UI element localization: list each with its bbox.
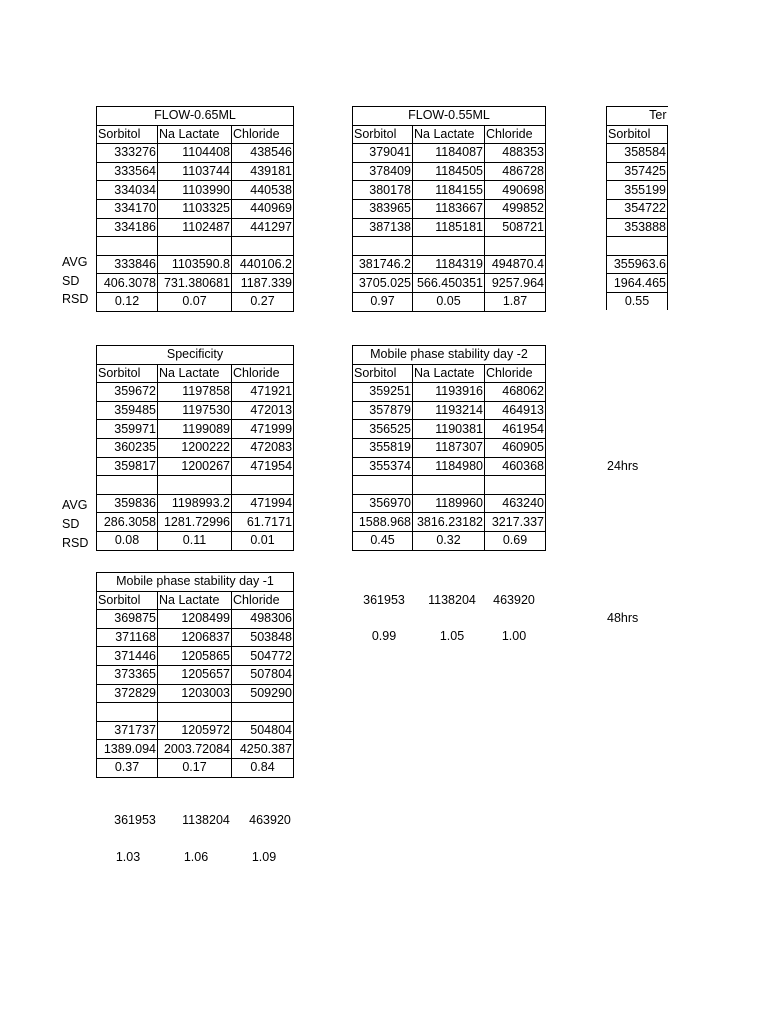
column-header: Chloride: [485, 364, 546, 383]
cell: 1206837: [158, 628, 232, 647]
cell: 1200222: [158, 438, 232, 457]
cell: 333846: [97, 255, 158, 274]
column-header: Na Lactate: [158, 364, 232, 383]
table-row: [353, 383, 546, 402]
cell: 1198993.2: [158, 494, 232, 513]
cell: 2003.72084: [158, 740, 232, 759]
cell: 488353: [485, 144, 546, 163]
sd-row: [97, 513, 294, 532]
table-row: [97, 420, 294, 439]
cell: 499852: [485, 199, 546, 218]
table-title: Ter: [607, 107, 668, 126]
table-title: FLOW-0.55ML: [353, 107, 546, 126]
cell: 494870.4: [485, 255, 546, 274]
cell: 1203003: [158, 684, 232, 703]
cell: 1199089: [158, 420, 232, 439]
avg-label: AVG: [62, 498, 88, 512]
cell: 461954: [485, 420, 546, 439]
cell: 439181: [232, 162, 294, 181]
column-header: Chloride: [485, 125, 546, 144]
cell: 371446: [97, 647, 158, 666]
table-row: [353, 420, 546, 439]
table-row: [607, 199, 668, 218]
table-title: Mobile phase stability day -1: [97, 573, 294, 592]
ratio-value: 1.03: [115, 850, 141, 864]
cell: 0.17: [158, 758, 232, 777]
flow-065-table: [96, 106, 294, 312]
rsd-row: [97, 758, 294, 777]
cell: 0.05: [413, 292, 485, 311]
table-row: [353, 457, 546, 476]
cell: 383965: [353, 199, 413, 218]
day2-table: [352, 345, 546, 551]
table-row: [97, 647, 294, 666]
cell: 0.97: [353, 292, 413, 311]
cell: 360235: [97, 438, 158, 457]
cell: 1281.72996: [158, 513, 232, 532]
cell: 472083: [232, 438, 294, 457]
cell: 356970: [353, 494, 413, 513]
column-header: Chloride: [232, 364, 294, 383]
rsd-label: RSD: [62, 536, 89, 550]
sd-row: [97, 740, 294, 759]
table-row: [97, 144, 294, 163]
cell: 387138: [353, 218, 413, 237]
cell: 468062: [485, 383, 546, 402]
cell: 359485: [97, 401, 158, 420]
cell: 3816.23182: [413, 513, 485, 532]
cell: 356525: [353, 420, 413, 439]
sd-row: [607, 274, 668, 293]
day1-table: [96, 572, 294, 778]
table-row: [97, 181, 294, 200]
cell: 0.08: [97, 531, 158, 550]
table-row: [97, 684, 294, 703]
avg-row: [607, 255, 668, 274]
cell: 1104408: [158, 144, 232, 163]
cell: 359971: [97, 420, 158, 439]
cell: 464913: [485, 401, 546, 420]
cell: 498306: [232, 610, 294, 629]
rsd-label: RSD: [62, 292, 89, 306]
column-header: Sorbitol: [97, 364, 158, 383]
table-row: [607, 181, 668, 200]
sd-label: SD: [62, 517, 80, 531]
rsd-row: [97, 292, 294, 311]
table-row: [353, 438, 546, 457]
cell: 503848: [232, 628, 294, 647]
cell: 1197858: [158, 383, 232, 402]
cell: 1193214: [413, 401, 485, 420]
avg-row: [353, 494, 546, 513]
cell: 1190381: [413, 420, 485, 439]
cell: 441297: [232, 218, 294, 237]
cell: 379041: [353, 144, 413, 163]
ratio-value: 1.06: [183, 850, 209, 864]
cell: 1964.465: [607, 274, 668, 293]
table-row: [97, 199, 294, 218]
cell: 1205972: [158, 721, 232, 740]
cell: 460905: [485, 438, 546, 457]
cell: 371168: [97, 628, 158, 647]
label-24hrs: 24hrs: [607, 459, 639, 473]
cell: 1184319: [413, 255, 485, 274]
table-row: [607, 144, 668, 163]
table-row: [353, 144, 546, 163]
cell: 357425: [607, 162, 668, 181]
cell: 504804: [232, 721, 294, 740]
cell: 0.45: [353, 531, 413, 550]
cell: 438546: [232, 144, 294, 163]
reference-value: 361953: [363, 593, 405, 607]
cell: 1205865: [158, 647, 232, 666]
table-row: [97, 218, 294, 237]
table-title: Specificity: [97, 346, 294, 365]
cell: 440969: [232, 199, 294, 218]
column-header: Chloride: [232, 125, 294, 144]
cell: 0.12: [97, 292, 158, 311]
cell: 334170: [97, 199, 158, 218]
cell: 406.3078: [97, 274, 158, 293]
cell: 1208499: [158, 610, 232, 629]
empty-row: [607, 237, 668, 256]
cell: 3705.025: [353, 274, 413, 293]
column-header: Na Lactate: [413, 364, 485, 383]
cell: 359251: [353, 383, 413, 402]
table-row: [97, 401, 294, 420]
specificity-table: [96, 345, 294, 551]
empty-row: [97, 476, 294, 495]
column-header: Chloride: [232, 591, 294, 610]
cell: 1205657: [158, 665, 232, 684]
table-row: [97, 628, 294, 647]
cell: 1103325: [158, 199, 232, 218]
sd-label: SD: [62, 274, 80, 288]
cell: 373365: [97, 665, 158, 684]
cell: 61.7171: [232, 513, 294, 532]
cell: 359672: [97, 383, 158, 402]
cell: 380178: [353, 181, 413, 200]
cell: 354722: [607, 199, 668, 218]
cell: 353888: [607, 218, 668, 237]
reference-value: 463920: [249, 813, 291, 827]
cell: 1187.339: [232, 274, 294, 293]
table-row: [353, 401, 546, 420]
cell: 460368: [485, 457, 546, 476]
table-row: [97, 162, 294, 181]
cell: 1184087: [413, 144, 485, 163]
cell: 471999: [232, 420, 294, 439]
cell: 286.3058: [97, 513, 158, 532]
cell: 504772: [232, 647, 294, 666]
cell: 369875: [97, 610, 158, 629]
cell: 566.450351: [413, 274, 485, 293]
flow-055-table: [352, 106, 546, 312]
table-title: Mobile phase stability day -2: [353, 346, 546, 365]
table-row: [353, 162, 546, 181]
cell: 1103744: [158, 162, 232, 181]
reference-value: 463920: [493, 593, 535, 607]
temp-table: [606, 106, 668, 310]
empty-row: [353, 237, 546, 256]
table-row: [353, 181, 546, 200]
ratio-value: 1.09: [251, 850, 277, 864]
cell: 355199: [607, 181, 668, 200]
cell: 3217.337: [485, 513, 546, 532]
table-row: [97, 665, 294, 684]
cell: 0.27: [232, 292, 294, 311]
cell: 359817: [97, 457, 158, 476]
cell: 440106.2: [232, 255, 294, 274]
table-row: [97, 457, 294, 476]
rsd-row: [97, 531, 294, 550]
sd-row: [353, 513, 546, 532]
cell: 355374: [353, 457, 413, 476]
rsd-row: [353, 531, 546, 550]
cell: 333276: [97, 144, 158, 163]
cell: 358584: [607, 144, 668, 163]
cell: 471994: [232, 494, 294, 513]
cell: 0.11: [158, 531, 232, 550]
cell: 1184505: [413, 162, 485, 181]
cell: 1103590.8: [158, 255, 232, 274]
cell: 1197530: [158, 401, 232, 420]
cell: 1184980: [413, 457, 485, 476]
table-row: [353, 218, 546, 237]
cell: 507804: [232, 665, 294, 684]
cell: 1588.968: [353, 513, 413, 532]
cell: 486728: [485, 162, 546, 181]
cell: 463240: [485, 494, 546, 513]
table-row: [607, 162, 668, 181]
empty-row: [97, 703, 294, 722]
empty-row: [97, 237, 294, 256]
table-title: FLOW-0.65ML: [97, 107, 294, 126]
cell: 355963.6: [607, 255, 668, 274]
cell: 372829: [97, 684, 158, 703]
cell: 4250.387: [232, 740, 294, 759]
cell: 333564: [97, 162, 158, 181]
table-row: [97, 383, 294, 402]
column-header: Na Lactate: [413, 125, 485, 144]
cell: 1185181: [413, 218, 485, 237]
avg-row: [353, 255, 546, 274]
temp-table-clip: [606, 106, 668, 310]
cell: 1183667: [413, 199, 485, 218]
cell: 334034: [97, 181, 158, 200]
ratio-value: 0.99: [371, 629, 397, 643]
sd-row: [97, 274, 294, 293]
table-row: [607, 218, 668, 237]
sd-row: [353, 274, 546, 293]
cell: 381746.2: [353, 255, 413, 274]
cell: 1103990: [158, 181, 232, 200]
column-header: Sorbitol: [97, 125, 158, 144]
column-header: Sorbitol: [353, 364, 413, 383]
cell: 490698: [485, 181, 546, 200]
label-48hrs: 48hrs: [607, 611, 639, 625]
cell: 471954: [232, 457, 294, 476]
cell: 357879: [353, 401, 413, 420]
avg-row: [97, 494, 294, 513]
table-row: [97, 438, 294, 457]
cell: 0.01: [232, 531, 294, 550]
cell: 509290: [232, 684, 294, 703]
ratio-value: 1.00: [501, 629, 527, 643]
cell: 1184155: [413, 181, 485, 200]
cell: 334186: [97, 218, 158, 237]
table-row: [353, 199, 546, 218]
avg-row: [97, 721, 294, 740]
cell: 1193916: [413, 383, 485, 402]
cell: 0.84: [232, 758, 294, 777]
cell: 0.37: [97, 758, 158, 777]
empty-row: [353, 476, 546, 495]
cell: 0.69: [485, 531, 546, 550]
column-header: Sorbitol: [353, 125, 413, 144]
cell: 9257.964: [485, 274, 546, 293]
cell: 0.55: [607, 292, 668, 310]
cell: 508721: [485, 218, 546, 237]
reference-value: 1138204: [182, 813, 230, 827]
table-row: [97, 610, 294, 629]
column-header: Sorbitol: [607, 125, 668, 144]
avg-label: AVG: [62, 255, 88, 269]
cell: 471921: [232, 383, 294, 402]
column-header: Na Lactate: [158, 125, 232, 144]
cell: 1200267: [158, 457, 232, 476]
reference-value: 361953: [114, 813, 156, 827]
rsd-row: [607, 292, 668, 310]
ratio-value: 1.05: [439, 629, 465, 643]
cell: 0.32: [413, 531, 485, 550]
cell: 1102487: [158, 218, 232, 237]
reference-value: 1138204: [428, 593, 476, 607]
column-header: Na Lactate: [158, 591, 232, 610]
cell: 1.87: [485, 292, 546, 311]
cell: 472013: [232, 401, 294, 420]
cell: 359836: [97, 494, 158, 513]
cell: 1187307: [413, 438, 485, 457]
cell: 1389.094: [97, 740, 158, 759]
cell: 0.07: [158, 292, 232, 311]
rsd-row: [353, 292, 546, 311]
cell: 371737: [97, 721, 158, 740]
cell: 440538: [232, 181, 294, 200]
cell: 378409: [353, 162, 413, 181]
cell: 1189960: [413, 494, 485, 513]
avg-row: [97, 255, 294, 274]
cell: 731.380681: [158, 274, 232, 293]
column-header: Sorbitol: [97, 591, 158, 610]
cell: 355819: [353, 438, 413, 457]
